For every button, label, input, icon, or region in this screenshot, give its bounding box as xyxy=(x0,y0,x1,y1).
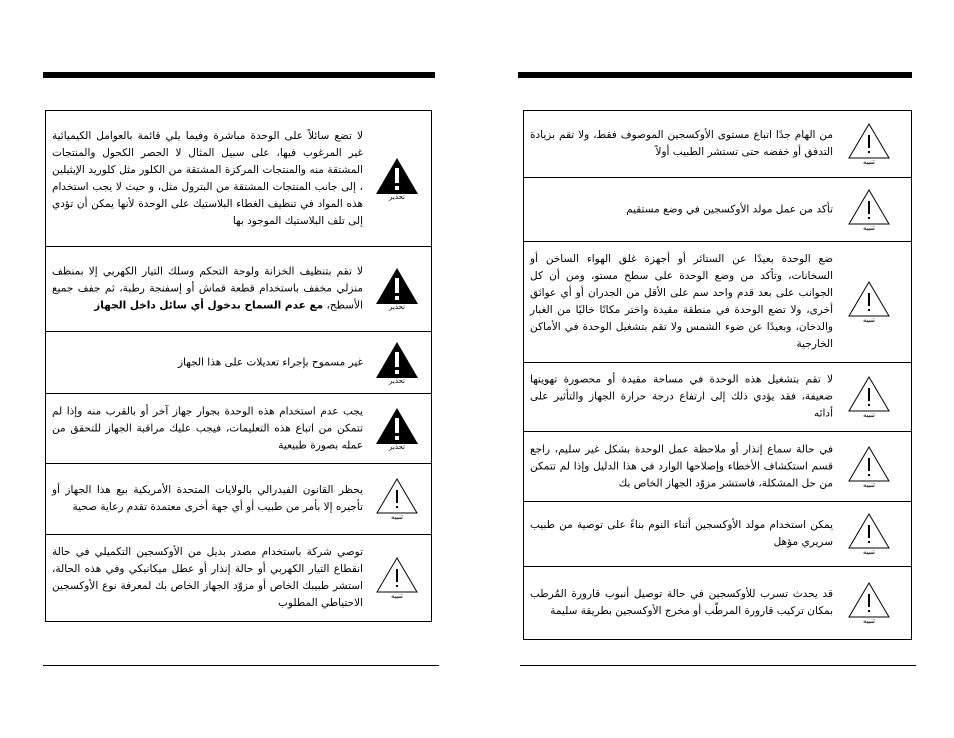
right-cautions-table xyxy=(523,110,912,640)
icon-label: تنبيه xyxy=(390,513,404,521)
warning-row xyxy=(46,111,431,247)
icon-label: تنبيه xyxy=(862,617,876,625)
caution-icon xyxy=(847,581,891,625)
caution-text: قد يحدث تسرب للأوكسجين في حالة توصيل أنبوب قارورة المُرطب بمكان تركيب قارورة المرطّب أو مخرج الأوكسجين بطريقة سليمة xyxy=(530,588,833,617)
caution-text: في حالة سماع إنذار أو ملاحظة عمل الوحدة بشكل غير سليم، راجع قسم استكشاف الأخطاء وإصلاحها الوارد في هذا الدليل وإذا لم تتمكن من حل المشكلة، فاستشر مزوّد الجهاز الخاص بك xyxy=(530,443,833,489)
warning-row xyxy=(46,332,431,394)
warning-row xyxy=(46,247,431,332)
caution-icon xyxy=(847,280,891,324)
caution-icon xyxy=(847,445,891,489)
icon-label: تنبيه xyxy=(862,316,876,324)
right-top-rule xyxy=(518,72,912,78)
icon-label: تحذير xyxy=(389,442,405,451)
caution-icon xyxy=(375,556,419,600)
caution-text: تأكد من عمل مولد الأوكسجين في وضع مستقيم xyxy=(626,203,833,215)
caution-text: يمكن استخدام مولد الأوكسجين أثناء النوم بناءً على توصية من طبيب سريري مؤهل xyxy=(530,519,833,548)
caution-row xyxy=(46,464,431,535)
icon-label: تنبيه xyxy=(862,548,876,556)
danger-icon xyxy=(375,341,419,385)
caution-row xyxy=(524,111,911,178)
caution-row xyxy=(524,432,911,502)
caution-row xyxy=(524,502,911,567)
warning-row xyxy=(46,394,431,464)
caution-icon xyxy=(847,375,891,419)
caution-row xyxy=(524,363,911,432)
caution-text: ضع الوحدة بعيدًا عن الستائر أو أجهزة غلق الهواء الساخن أو السخانات، وتأكد من وضع الوحدة على سطح مستو، ومن أن كل الجوانب على بعد قدم واحد سم على الأقل من الجدران أو أي عوائق أخرى، ولا تضع الوحدة في منطقة مقيدة واختر مكانًا خاليًا من الغبار والدخان، وبعيدًا عن ضوء الشمس ولا تقم بتشغيل الوحدة في الأماكن الخارجية xyxy=(530,253,833,350)
left-bottom-rule xyxy=(43,665,439,666)
warning-text: لا تقم بتنظيف الخزانة ولوحة التحكم وسلك التيار الكهربي إلا بمنظف منزلي مخفف باستخدام قطعة قماش أو إسفنجة رطبة، ثم جفف جميع الأسطح، مع عدم السماح بدخول أي سائل داخل الجهاز xyxy=(52,265,363,312)
caution-row xyxy=(46,535,431,621)
icon-label: تحذير xyxy=(389,303,405,311)
caution-text: يحظر القانون الفيدرالي بالولايات المتحدة الأمريكية بيع هذا الجهاز أو تأجيره إلا بأمر من طبيب أو أي جهة أخرى معتمدة تقدم رعاية صحية xyxy=(52,484,363,513)
icon-label: تنبيه xyxy=(862,223,876,232)
danger-icon xyxy=(375,267,419,311)
caution-row xyxy=(524,178,911,242)
caution-text: توصي شركة باستخدام مصدر بديل من الأوكسجين التكميلي في حالة انقطاع التيار الكهربي أو حالة إنذار أو عطل ميكانيكي وفي هذه الحالة، استشر طبيبك الخاص أو مزوّد الجهاز الخاص بك لمعرفة نوع الأوكسجين الاحتياطي المطلوب xyxy=(52,546,363,609)
danger-icon xyxy=(375,157,419,201)
icon-label: تنبيه xyxy=(390,592,404,600)
icon-label: تنبيه xyxy=(862,480,876,489)
icon-label: تنبيه xyxy=(862,411,876,419)
icon-label: تنبيه xyxy=(862,158,876,166)
icon-label: تحذير xyxy=(389,376,405,385)
caution-icon xyxy=(847,122,891,166)
icon-label: تحذير xyxy=(389,192,405,201)
caution-icon xyxy=(847,188,891,232)
warning-text: غير مسموح بإجراء تعديلات على هذا الجهاز xyxy=(177,356,363,368)
left-top-rule xyxy=(43,72,435,78)
warning-text: لا تضع سائلاً على الوحدة مباشرة وفيما يلي قائمة بالعوامل الكيميائية غير المرغوب فيها، على سبيل المثال لا الحصر الكحول والمنتجات المشتقة منه والمنتجات المركزة المشتقة من الكلور مثل كلوريد الإيثيلين ، إلى جانب المنتجات المشتقة من البترول مثل، و حيث لا يجب استخدام هذه المواد في تنظيف الغطاء البلاستيك على الوحدة لأنها يمكن أن تؤدي إلى تلف البلاستيك الموجود بها xyxy=(52,129,363,227)
danger-icon xyxy=(375,407,419,451)
caution-icon xyxy=(375,477,419,521)
caution-text: لا تقم بتشغيل هذه الوحدة في مساحة مقيدة أو محصورة تهويتها ضعيفة، فقد يؤدي ذلك إلى ارتفاع درجة حرارة الجهاز والتأثير على أدائه xyxy=(530,373,833,420)
left-warnings-table xyxy=(45,110,432,622)
caution-row xyxy=(524,567,911,639)
caution-text: من الهام جدًا اتباع مستوى الأوكسجين الموصوف فقط، ولا تقم بزيادة التدفق أو خفضه حتى تستشر الطبيب أولاً xyxy=(530,129,833,158)
caution-icon xyxy=(847,512,891,556)
right-bottom-rule xyxy=(520,665,916,666)
caution-row xyxy=(524,242,911,363)
warning-text: يجب عدم استخدام هذه الوحدة بجوار جهاز آخر أو بالقرب منه وإذا لم تتمكن من اتباع هذه التعليمات، فيجب عليك مراقبة الجهاز للتحقق من عمله بصورة طبيعية xyxy=(52,405,363,451)
